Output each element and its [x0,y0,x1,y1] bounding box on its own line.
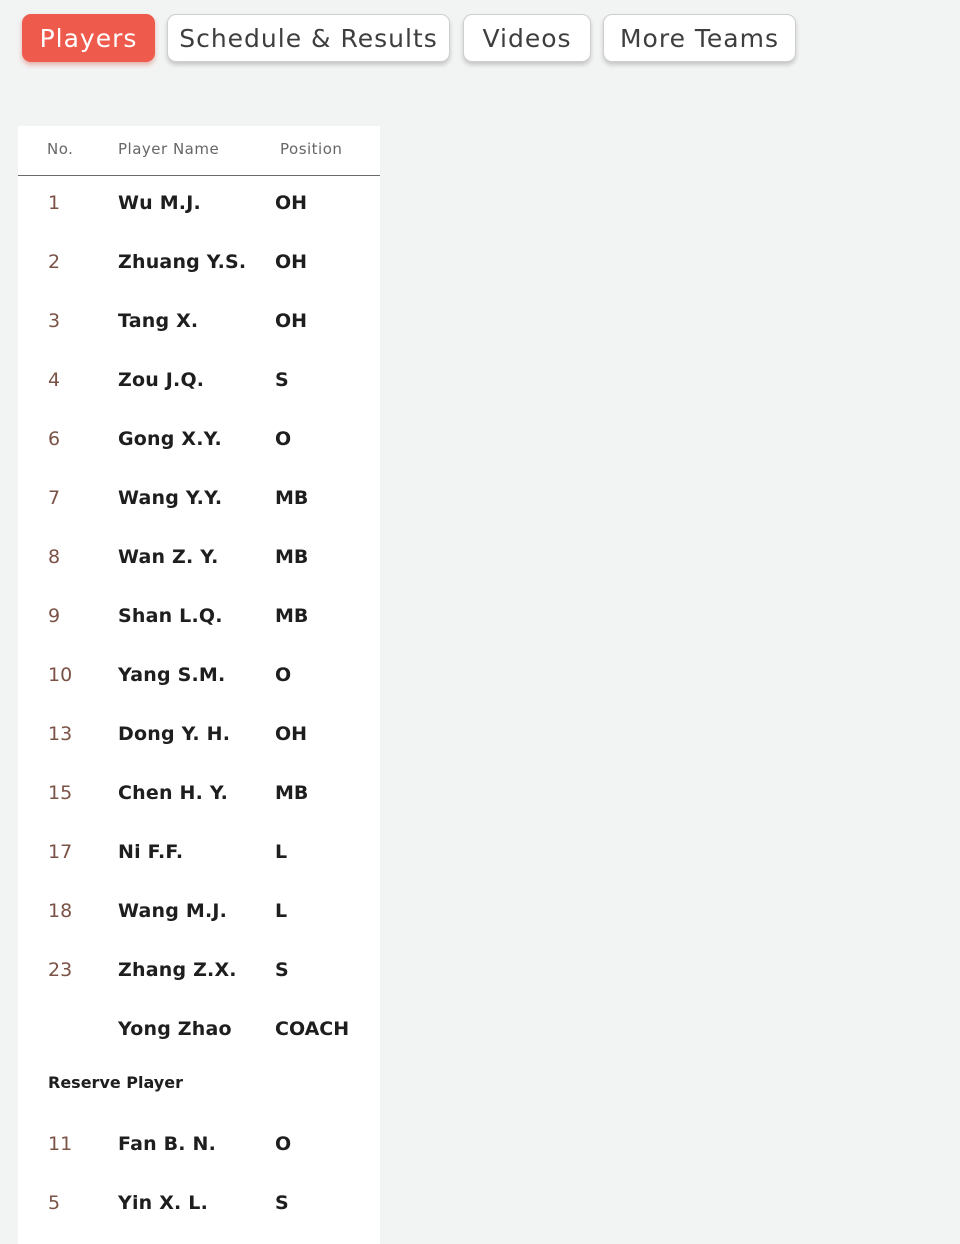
player-position: MB [275,782,309,804]
player-name: Fan B. N. [118,1133,217,1155]
player-position: O [275,664,292,686]
table-row [18,1002,380,1061]
header-number: No. [47,140,74,158]
tab-more-teams[interactable]: More Teams [603,14,796,62]
reserve-section-label [18,1061,380,1117]
player-name: Yin X. L. [118,1192,209,1214]
player-number: 11 [48,1133,73,1155]
player-position: L [275,900,288,922]
player-position: O [275,1133,292,1155]
player-name: Wu M.J. [118,192,201,214]
player-name: Wang M.J. [118,900,228,922]
player-number: 13 [48,723,73,745]
player-position: S [275,369,289,391]
roster-table [18,126,380,1244]
player-name: Ni F.F. [118,841,184,863]
player-number: 15 [48,782,73,804]
table-row [18,1176,380,1235]
table-row [18,589,380,648]
player-number: 9 [48,605,61,627]
table-row [18,471,380,530]
player-name: Chen H. Y. [118,782,229,804]
player-name: Wan Z. Y. [118,546,219,568]
player-position: MB [275,487,309,509]
player-position: O [275,428,292,450]
table-row [18,176,380,235]
player-position: S [275,959,289,981]
player-number: 5 [48,1192,61,1214]
player-number: 4 [48,369,61,391]
header-player-name: Player Name [118,140,220,158]
player-number: 8 [48,546,61,568]
player-name: Yang S.M. [118,664,226,686]
table-row [18,707,380,766]
player-number: 6 [48,428,61,450]
player-position: MB [275,605,309,627]
player-position: MB [275,546,309,568]
table-row [18,1117,380,1176]
header-position: Position [280,140,343,158]
table-row [18,884,380,943]
player-position: L [275,841,288,863]
player-rows [18,176,380,1061]
table-row [18,648,380,707]
player-name: Zou J.Q. [118,369,205,391]
reserve-label-text: Reserve Player [48,1073,183,1092]
table-row [18,412,380,471]
tab-videos[interactable]: Videos [463,14,591,62]
player-name: Shan L.Q. [118,605,223,627]
table-row [18,235,380,294]
table-row [18,294,380,353]
tab-players[interactable]: Players [22,14,155,62]
table-row [18,825,380,884]
player-position: S [275,1192,289,1214]
table-row [18,766,380,825]
player-number: 3 [48,310,61,332]
player-name: Dong Y. H. [118,723,231,745]
player-position: COACH [275,1018,350,1040]
player-name: Wang Y.Y. [118,487,223,509]
player-position: OH [275,723,308,745]
player-number: 23 [48,959,73,981]
player-number: 18 [48,900,73,922]
player-position: OH [275,251,308,273]
tab-schedule-results[interactable]: Schedule & Results [167,14,450,62]
table-row [18,943,380,1002]
table-row [18,353,380,412]
tab-bar [22,14,796,62]
player-name: Gong X.Y. [118,428,222,450]
player-position: OH [275,192,308,214]
reserve-rows [18,1117,380,1235]
player-name: Zhuang Y.S. [118,251,247,273]
table-row [18,530,380,589]
player-position: OH [275,310,308,332]
player-number: 10 [48,664,73,686]
player-name: Tang X. [118,310,199,332]
player-number: 2 [48,251,61,273]
player-number: 1 [48,192,61,214]
player-number: 7 [48,487,61,509]
player-name: Zhang Z.X. [118,959,237,981]
table-header [18,126,380,176]
player-number: 17 [48,841,73,863]
player-name: Yong Zhao [118,1018,232,1040]
